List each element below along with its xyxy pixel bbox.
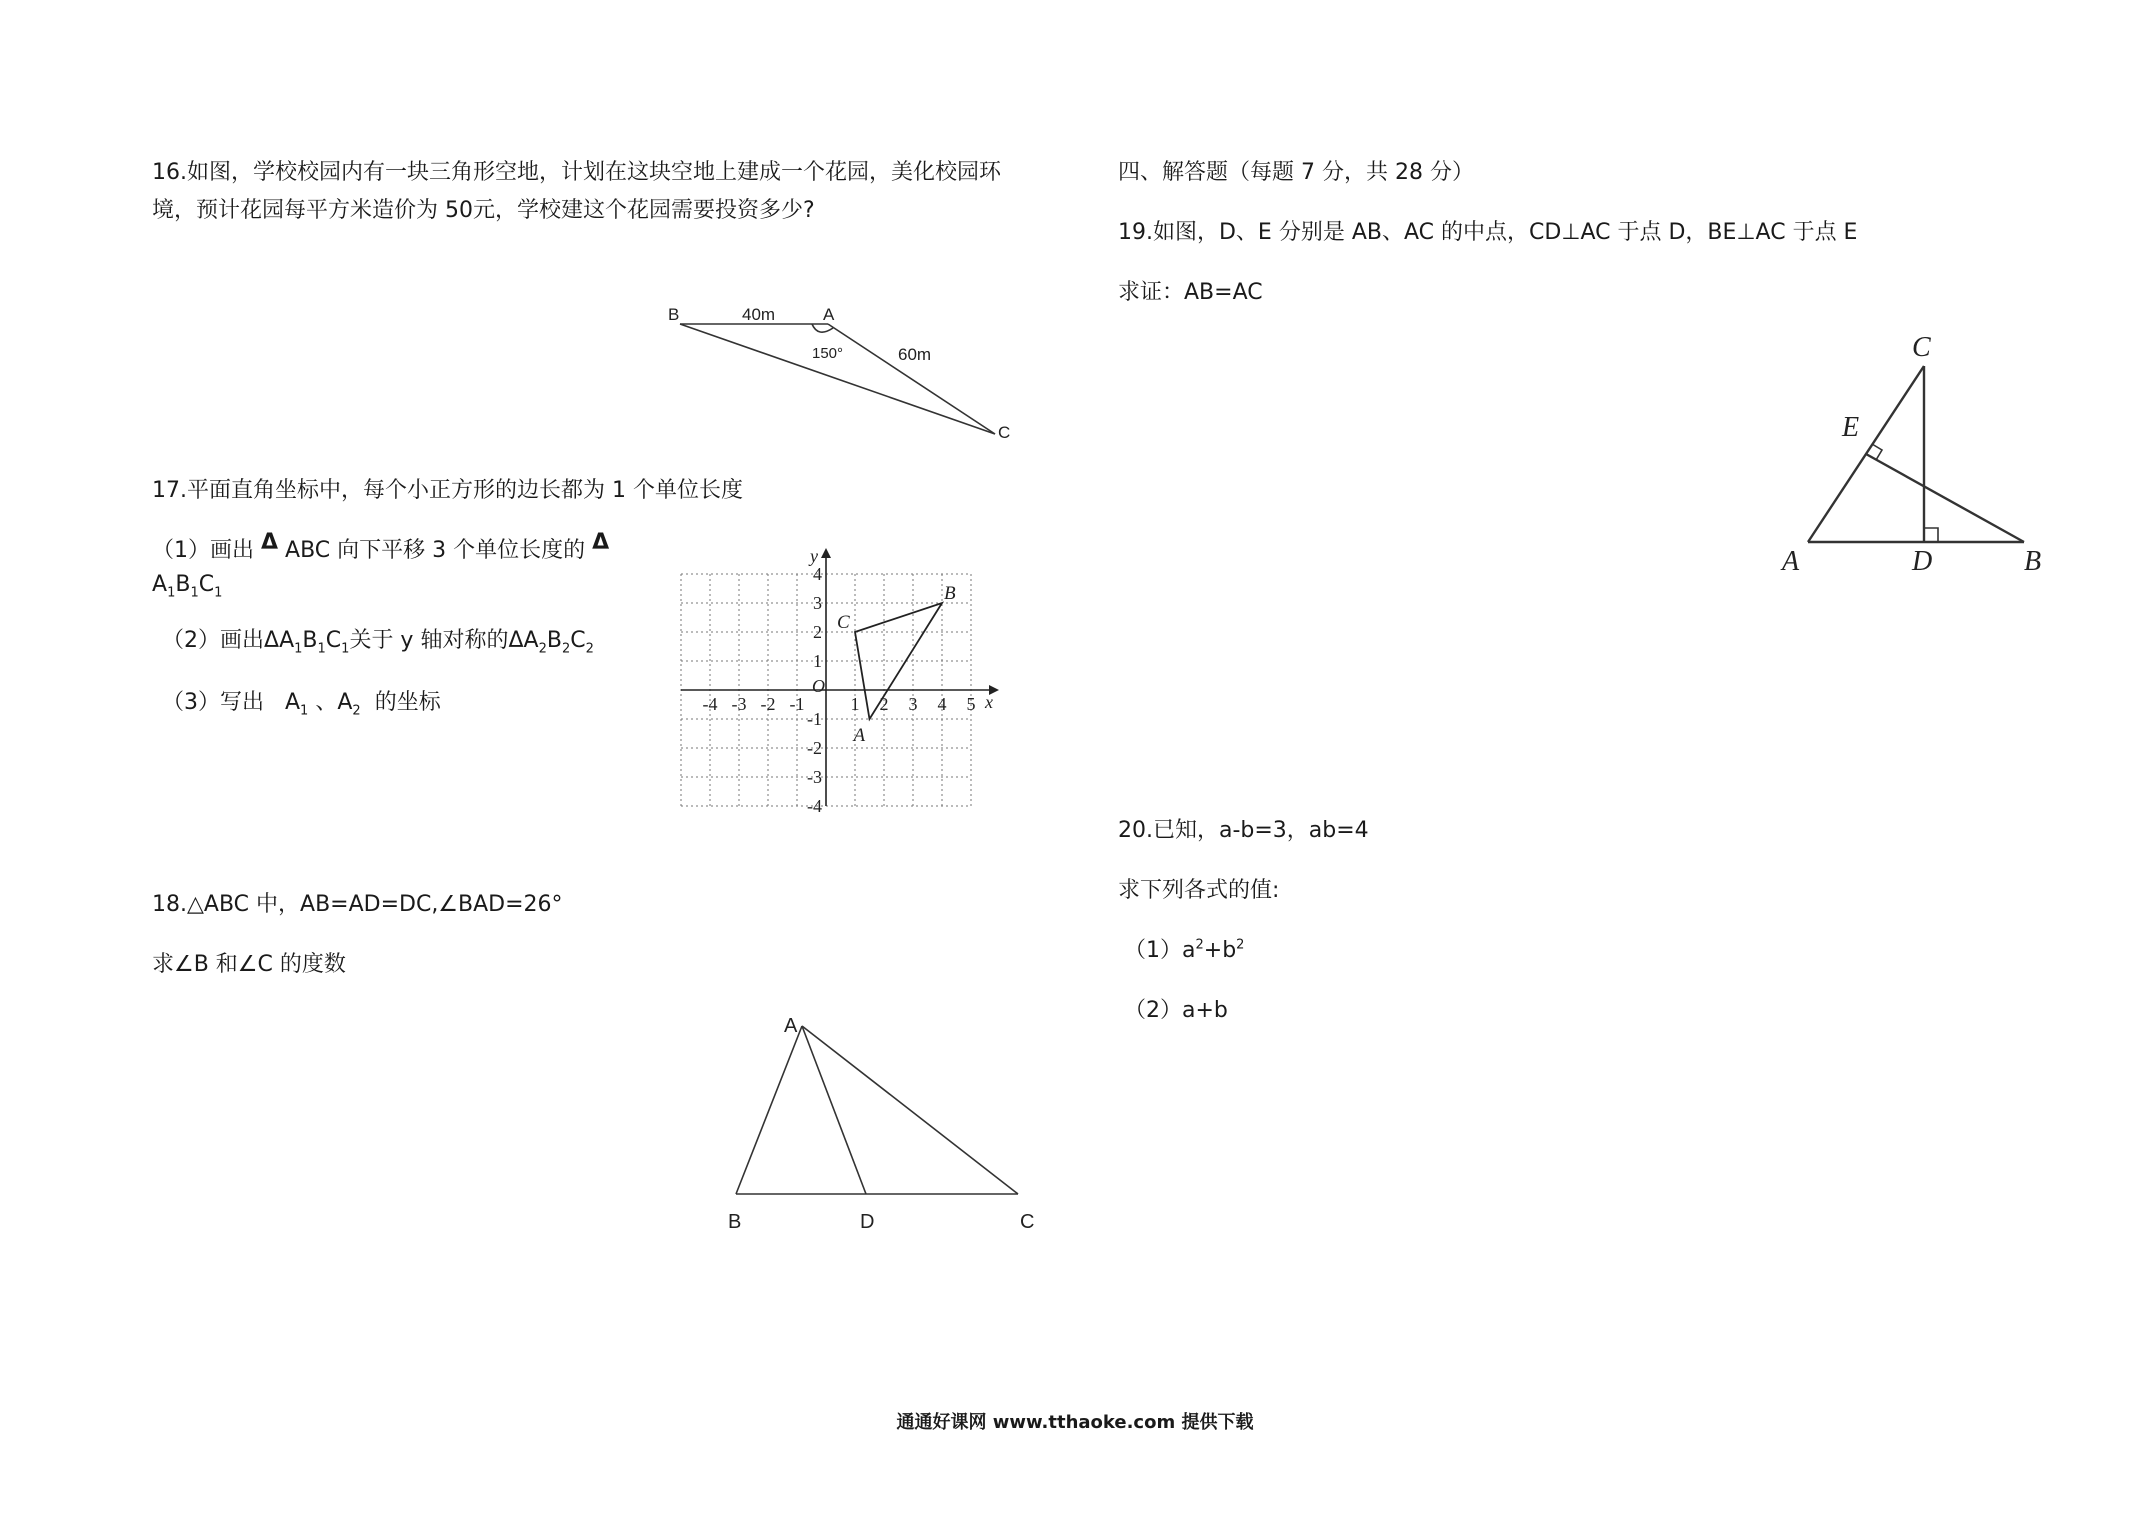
x-tick-label: 2: [879, 694, 889, 714]
q19-line2: 求证：AB=AC: [1118, 280, 1263, 305]
y-tick-label: 3: [813, 593, 822, 613]
x-tick-label: 4: [937, 694, 947, 714]
q19-triangle-figure: [1770, 320, 2060, 580]
y-tick-label: -3: [807, 767, 822, 787]
point-label-a: A: [853, 725, 866, 746]
q19-label-e: E: [1842, 412, 1860, 443]
q19-line1: 19.如图，D、E 分别是 AB、AC 的中点，CD⊥AC 于点 D，BE⊥AC 于点 E: [1118, 220, 1858, 245]
x-tick-label: 3: [908, 694, 918, 714]
q18-side-ab: [736, 1026, 802, 1194]
q19-label-c: C: [1912, 332, 1931, 363]
x-axis-label: x: [985, 692, 993, 712]
q16-label-60m: 60m: [898, 345, 932, 364]
q20-part1: $(1)a^2+b^2$: [1124, 937, 1245, 963]
q17-part2: （2）画出$\Delta A_1B_1C_1$关于 y 轴对称的$\Delta A_2B_2C_2$: [162, 628, 594, 657]
y-tick-label: 2: [813, 622, 822, 642]
y-tick-label: 4: [813, 564, 822, 584]
y-axis-arrow: [821, 548, 831, 558]
point-label-b: B: [944, 583, 956, 604]
q18-line2: 求∠B 和∠C 的度数: [152, 952, 346, 977]
y-tick-label: -4: [807, 796, 822, 816]
x-tick-label: -2: [760, 694, 776, 714]
section-4-heading: 四、解答题（每题 7 分，共 28 分）: [1118, 160, 1474, 185]
q18-label-b: B: [728, 1211, 742, 1233]
q19-label-d: D: [1912, 546, 1933, 577]
point-label-c: C: [837, 612, 850, 633]
q18-line1: 18.△ABC 中，AB=AD=DC,∠BAD=26°: [152, 892, 563, 917]
q16-label-a: A: [823, 305, 835, 324]
x-tick-label: -4: [702, 694, 718, 714]
x-tick-label: -1: [789, 694, 805, 714]
q20-line1: 20.已知，a-b=3，ab=4: [1118, 818, 1369, 843]
q16-label-c: C: [998, 423, 1011, 442]
q18-label-a: A: [784, 1015, 798, 1037]
q18-triangle-figure: [720, 1010, 1050, 1240]
q17-p1-b: ABC 向下平移 3 个单位长度的: [285, 538, 586, 563]
q19-label-b: B: [2024, 546, 2042, 577]
q17-part1: [152, 530, 610, 566]
q18-label-d: D: [860, 1211, 875, 1233]
q17-part3: （3）写出 $A_1$ 、$A_2$ 的坐标: [162, 690, 441, 719]
y-tick-label: -2: [807, 738, 822, 758]
q16-side-ac: [828, 324, 995, 434]
q16-label-angle: 150°: [812, 345, 844, 362]
x-tick-label: -3: [731, 694, 747, 714]
y-tick-label: -1: [807, 709, 822, 729]
q19-label-a: A: [1782, 546, 1800, 577]
q16-line2: 境，预计花园每平方米造价为 50元，学校建这个花园需要投资多少?: [152, 198, 815, 223]
q16-side-bc: [680, 324, 995, 434]
y-tick-label: 1: [813, 651, 822, 671]
triangle-abc: [855, 603, 942, 719]
q17-delta-2: Δ: [592, 530, 610, 555]
q20-part2: （2）a+b: [1124, 998, 1228, 1023]
q19-right-angle-d: [1924, 528, 1938, 542]
q17-delta-1: Δ: [261, 530, 279, 555]
q16-label-40m: 40m: [742, 305, 776, 324]
q17-coordinate-grid: [700, 540, 1010, 816]
origin-label: O: [812, 676, 825, 696]
q16-line1: 16.如图，学校校园内有一块三角形空地，计划在这块空地上建成一个花园，美化校园环: [152, 160, 1001, 185]
q16-label-b: B: [668, 305, 680, 324]
q20-line2: 求下列各式的值:: [1118, 878, 1280, 903]
footer-source: 通通好课网 www.tthaoke.com 提供下载: [896, 1412, 1254, 1433]
y-axis-label: y: [810, 546, 818, 566]
q17-p1-a: （1）画出: [152, 538, 254, 563]
q17-part1-cont: $A_1B_1C_1$: [152, 572, 223, 601]
q18-label-c: C: [1020, 1211, 1035, 1233]
q19-side-be: [1866, 454, 2024, 542]
q16-triangle-figure: [660, 296, 1020, 446]
x-tick-label: 1: [850, 694, 860, 714]
q17-title: 17.平面直角坐标中，每个小正方形的边长都为 1 个单位长度: [152, 478, 743, 503]
x-tick-label: 5: [966, 694, 976, 714]
